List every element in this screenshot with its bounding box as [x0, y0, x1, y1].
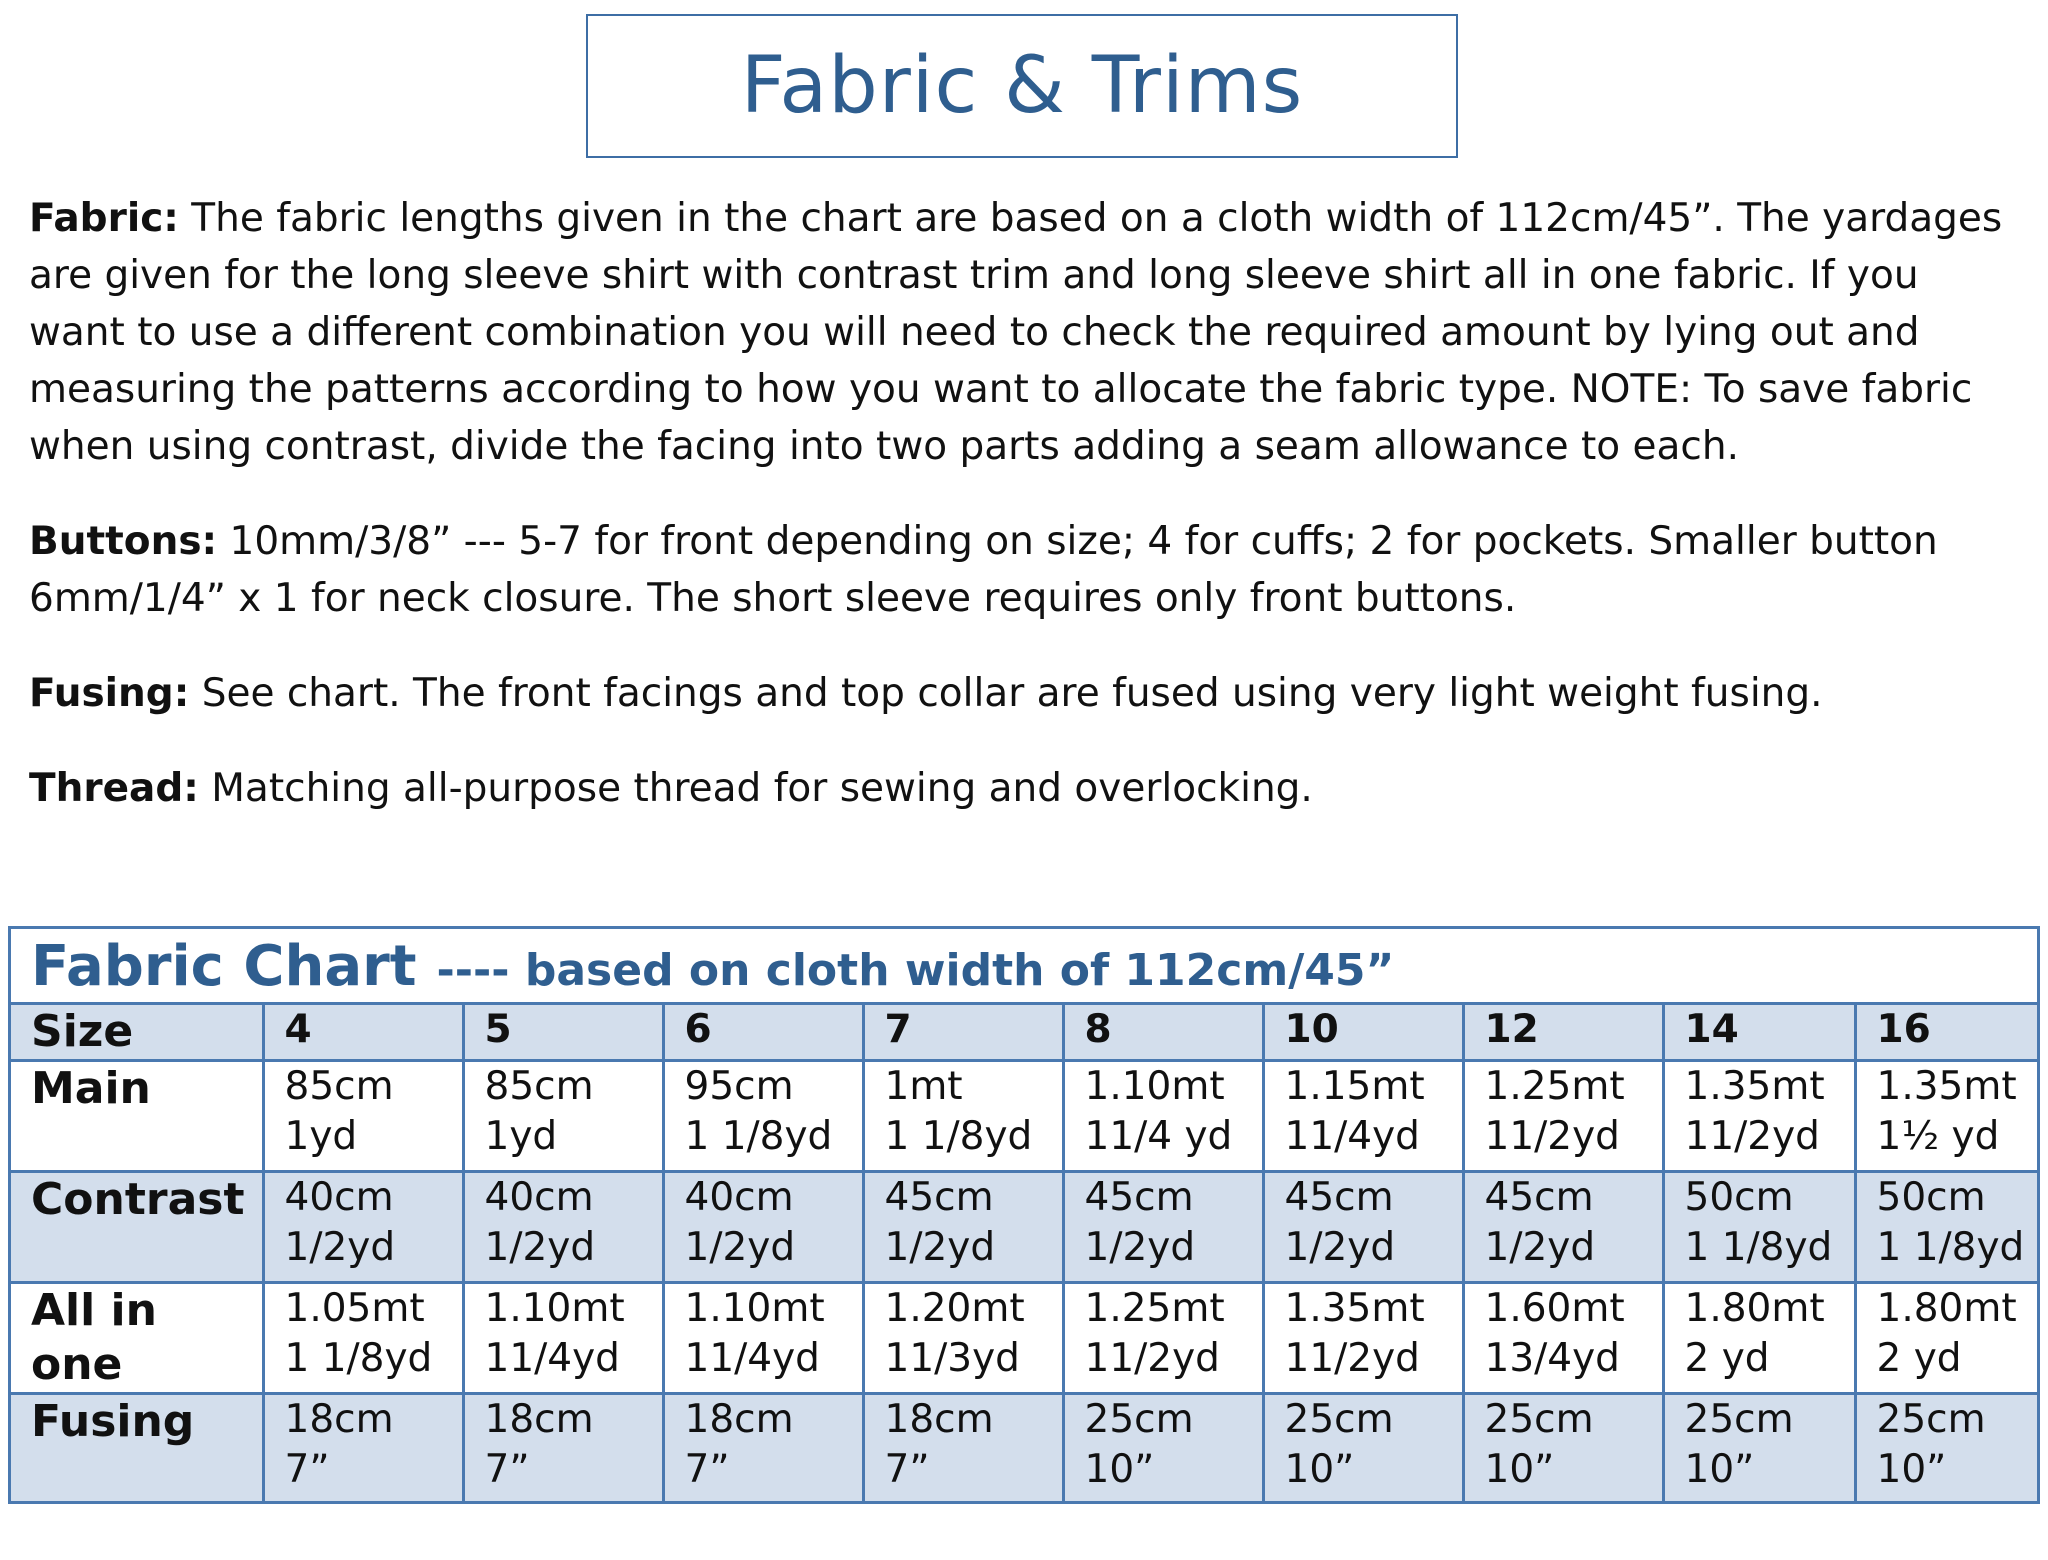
cell-line: 1yd [284, 1114, 358, 1159]
cell-line: 1.05mt [284, 1286, 425, 1331]
table-cell [1263, 1283, 1463, 1394]
table-cell [263, 1172, 463, 1283]
row-label: Main [11, 1061, 263, 1172]
buttons-text: 10mm/3/8” --- 5-7 for front depending on size; 4 for cuffs; 2 for pockets. Smaller button 6mm/1/4” x 1 for neck closure. The short sleeve requires only front buttons. [29, 519, 1938, 621]
cell-line: 1 1/8yd [684, 1114, 833, 1159]
cell-line: 40cm [484, 1175, 594, 1220]
table-cell [1855, 1172, 2037, 1283]
fabric-chart [8, 926, 2040, 1504]
cell-line: 25cm [1684, 1397, 1794, 1442]
table-cell [463, 1283, 663, 1394]
cell-line: 1.35mt [1684, 1064, 1825, 1109]
size-header-cell: 4 [263, 1005, 463, 1061]
chart-table [11, 1005, 2037, 1501]
main-row [11, 1061, 2037, 1172]
table-cell [1855, 1061, 2037, 1172]
cell-line: 1.35mt [1284, 1286, 1425, 1331]
table-cell [1463, 1283, 1663, 1394]
cell-line: 1.10mt [484, 1286, 625, 1331]
cell-line: 1/2yd [484, 1225, 596, 1270]
table-cell [263, 1061, 463, 1172]
cell-line: 1.60mt [1484, 1286, 1625, 1331]
cell-line: 45cm [1084, 1175, 1194, 1220]
cell-line: 25cm [1484, 1397, 1594, 1442]
thread-text: Matching all-purpose thread for sewing and overlocking. [198, 766, 1313, 811]
buttons-paragraph [29, 513, 2019, 627]
cell-line: 1/2yd [1084, 1225, 1196, 1270]
table-cell [1263, 1061, 1463, 1172]
table-cell [1263, 1394, 1463, 1502]
table-cell [1663, 1061, 1855, 1172]
instructions [29, 190, 2019, 855]
cell-line: 11/2yd [1284, 1336, 1420, 1381]
table-cell [1463, 1061, 1663, 1172]
cell-line: 1.10mt [1084, 1064, 1225, 1109]
row-label-text: All in one [31, 1285, 157, 1390]
cell-line: 11/4yd [484, 1336, 620, 1381]
fabric-label: Fabric: [29, 196, 179, 241]
cell-line: 1 1/8yd [284, 1336, 433, 1381]
size-header-cell: 6 [663, 1005, 863, 1061]
fusing-label: Fusing: [29, 671, 190, 716]
cell-line: 10” [1684, 1447, 1755, 1492]
cell-line: 10” [1284, 1447, 1355, 1492]
cell-line: 11/2yd [1684, 1114, 1820, 1159]
size-header-cell: 12 [1463, 1005, 1663, 1061]
cell-line: 1/2yd [684, 1225, 796, 1270]
table-cell [1663, 1283, 1855, 1394]
cell-line: 1.20mt [884, 1286, 1025, 1331]
chart-title: Fabric Chart [31, 934, 417, 999]
table-cell [1855, 1394, 2037, 1502]
cell-line: 11/4 yd [1084, 1114, 1233, 1159]
cell-line: 18cm [484, 1397, 594, 1442]
cell-line: 11/2yd [1484, 1114, 1620, 1159]
table-cell [1063, 1394, 1263, 1502]
size-header-cell: 10 [1263, 1005, 1463, 1061]
cell-line: 1yd [484, 1114, 558, 1159]
chart-subtitle: ---- based on cloth width of 112cm/45” [436, 945, 1395, 996]
fabric-text: The fabric lengths given in the chart are based on a cloth width of 112cm/45”. The yardages are given for the long sleeve shirt with contrast trim and long sleeve shirt all in one fabric. If you want to use a different combination you will need to check the required amount by lying out and measuring the patterns according to how you want to allocate the fabric type. NOTE: To save fabric when using contrast, divide the facing into two parts adding a seam allowance to each. [29, 196, 2003, 469]
table-cell [263, 1283, 463, 1394]
thread-paragraph [29, 760, 2019, 817]
cell-line: 85cm [484, 1064, 594, 1109]
table-cell [1463, 1172, 1663, 1283]
page-title: Fabric & Trims [740, 41, 1304, 131]
cell-line: 1/2yd [1484, 1225, 1596, 1270]
cell-line: 25cm [1084, 1397, 1194, 1442]
table-cell [463, 1394, 663, 1502]
buttons-label: Buttons: [29, 519, 218, 564]
cell-line: 18cm [284, 1397, 394, 1442]
row-label: Contrast [11, 1172, 263, 1283]
cell-line: 1.80mt [1684, 1286, 1825, 1331]
size-label: Size [11, 1005, 263, 1061]
cell-line: 18cm [684, 1397, 794, 1442]
cell-line: 85cm [284, 1064, 394, 1109]
cell-line: 11/4yd [684, 1336, 820, 1381]
table-cell [1063, 1061, 1263, 1172]
table-cell [663, 1394, 863, 1502]
table-cell [863, 1394, 1063, 1502]
cell-line: 1 1/8yd [1876, 1225, 2025, 1270]
cell-line: 50cm [1684, 1175, 1794, 1220]
cell-line: 7” [884, 1447, 930, 1492]
chart-header [11, 929, 2037, 1005]
cell-line: 45cm [1284, 1175, 1394, 1220]
table-cell [1463, 1394, 1663, 1502]
size-row [11, 1005, 2037, 1061]
cell-line: 1/2yd [1284, 1225, 1396, 1270]
size-header-cell: 5 [463, 1005, 663, 1061]
cell-line: 1.10mt [684, 1286, 825, 1331]
row-label [11, 1283, 263, 1394]
cell-line: 10” [1484, 1447, 1555, 1492]
cell-line: 25cm [1876, 1397, 1986, 1442]
size-header-cell: 16 [1855, 1005, 2037, 1061]
cell-line: 13/4yd [1484, 1336, 1620, 1381]
cell-line: 1/2yd [284, 1225, 396, 1270]
cell-line: 10” [1876, 1447, 1947, 1492]
cell-line: 45cm [884, 1175, 994, 1220]
cell-line: 1.35mt [1876, 1064, 2017, 1109]
fabric-paragraph [29, 190, 2019, 475]
title-box [586, 14, 1458, 158]
thread-label: Thread: [29, 766, 199, 811]
cell-line: 25cm [1284, 1397, 1394, 1442]
table-cell [1663, 1172, 1855, 1283]
cell-line: 7” [484, 1447, 530, 1492]
size-header-cell: 7 [863, 1005, 1063, 1061]
table-cell [263, 1394, 463, 1502]
cell-line: 1/2yd [884, 1225, 996, 1270]
cell-line: 1.25mt [1084, 1286, 1225, 1331]
fusing-row [11, 1394, 2037, 1502]
cell-line: 2 yd [1876, 1336, 1962, 1381]
cell-line: 50cm [1876, 1175, 1986, 1220]
cell-line: 7” [284, 1447, 330, 1492]
fusing-paragraph [29, 665, 2019, 722]
table-cell [1855, 1283, 2037, 1394]
cell-line: 1.25mt [1484, 1064, 1625, 1109]
table-cell [1063, 1172, 1263, 1283]
size-header-cell: 8 [1063, 1005, 1263, 1061]
cell-line: 11/3yd [884, 1336, 1020, 1381]
cell-line: 1½ yd [1876, 1114, 2000, 1159]
table-cell [463, 1061, 663, 1172]
cell-line: 1 1/8yd [884, 1114, 1033, 1159]
table-cell [863, 1172, 1063, 1283]
table-cell [863, 1061, 1063, 1172]
cell-line: 11/4yd [1284, 1114, 1420, 1159]
cell-line: 1.15mt [1284, 1064, 1425, 1109]
table-cell [863, 1283, 1063, 1394]
cell-line: 95cm [684, 1064, 794, 1109]
cell-line: 2 yd [1684, 1336, 1770, 1381]
cell-line: 40cm [284, 1175, 394, 1220]
cell-line: 1mt [884, 1064, 963, 1109]
cell-line: 45cm [1484, 1175, 1594, 1220]
contrast-row [11, 1172, 2037, 1283]
cell-line: 7” [684, 1447, 730, 1492]
row-label: Fusing [11, 1394, 263, 1502]
table-cell [663, 1172, 863, 1283]
table-cell [463, 1172, 663, 1283]
cell-line: 11/2yd [1084, 1336, 1220, 1381]
table-cell [663, 1061, 863, 1172]
table-cell [1663, 1394, 1855, 1502]
cell-line: 1.80mt [1876, 1286, 2017, 1331]
cell-line: 18cm [884, 1397, 994, 1442]
table-cell [1263, 1172, 1463, 1283]
table-cell [663, 1283, 863, 1394]
cell-line: 40cm [684, 1175, 794, 1220]
table-cell [1063, 1283, 1263, 1394]
size-header-cell: 14 [1663, 1005, 1855, 1061]
fusing-text: See chart. The front facings and top collar are fused using very light weight fusing. [189, 671, 1823, 716]
cell-line: 10” [1084, 1447, 1155, 1492]
cell-line: 1 1/8yd [1684, 1225, 1833, 1270]
all-in-one-row [11, 1283, 2037, 1394]
